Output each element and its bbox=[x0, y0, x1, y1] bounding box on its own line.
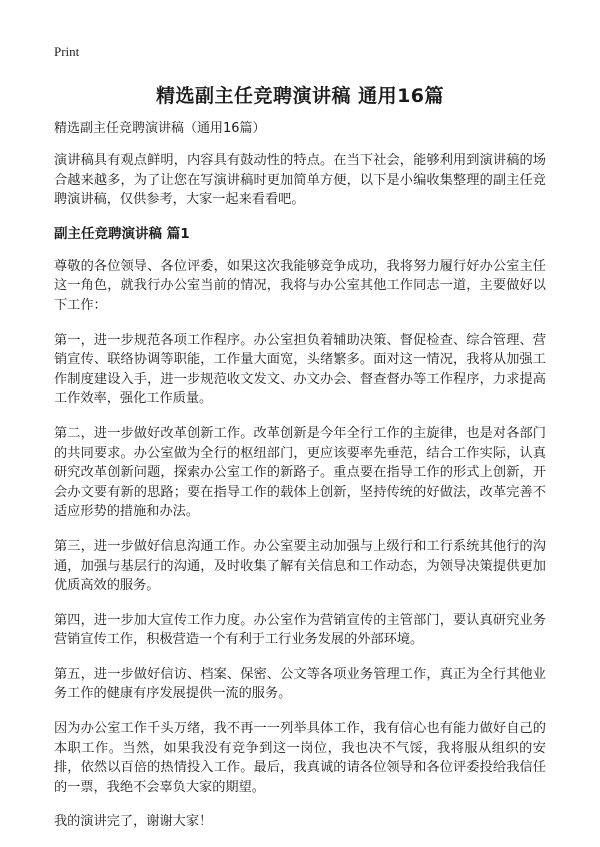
page-title: 精选副主任竞聘演讲稿 通用16篇 bbox=[155, 85, 445, 107]
section-heading: 副主任竞聘演讲稿 篇1 bbox=[54, 225, 190, 242]
closing-paragraph: 我的演讲完了，谢谢大家！ bbox=[54, 814, 213, 830]
paragraph: 第一，进一步规范各项工作程序。办公室担负着辅助决策、督促检查、综合管理、营销宣传、联络协调等职能，工作量大面宽，头绪繁多。面对这一情况，我将从加强工作制度建设入手，进一步规范收文发文、办文办会、督查督办等工作程序，力求提高工作效率，强化工作质量。 bbox=[54, 332, 546, 407]
paragraph: 第二，进一步做好改革创新工作。改革创新是今年全行工作的主旋律，也是对各部门的共同要求。办公室做为全行的枢纽部门，更应该要率先垂范，结合工作实际，认真研究改革创新问题，探索办公室工作的新路子。重点要在指导工作的形式上创新，开会办文要有新的思路；要在指导工作的载体上创新，坚持传统的好做法，改革完善不适应形势的措施和办法。 bbox=[54, 425, 546, 520]
intro-paragraph: 演讲稿具有观点鲜明，内容具有鼓动性的特点。在当下社会，能够利用到演讲稿的场合越来越多，为了让您在写演讲稿时更加简单方便，以下是小编收集整理的副主任竞聘演讲稿，仅供参考，大家一起来看看吧。 bbox=[54, 153, 546, 208]
paragraph: 因为办公室工作千头万绪，我不再一一列举具体工作，我有信心也有能力做好自己的本职工作。当然，如果我没有竞争到这一岗位，我也决不气馁，我将服从组织的安排，依然以百倍的热情投入工作。最后，我真诚的请各位领导和各位评委投给我信任的一票，我绝不会辜负大家的期望。 bbox=[54, 721, 546, 795]
paragraph: 第五，进一步做好信访、档案、保密、公文等各项业务管理工作，真正为全行其他业务工作的健康有序发展提供一流的服务。 bbox=[54, 666, 546, 702]
document-body bbox=[54, 120, 546, 847]
print-link[interactable]: Print bbox=[54, 44, 80, 59]
paragraph: 第三，进一步做好信息沟通工作。办公室要主动加强与上级行和工行系统其他行的沟通，加强与基层行的沟通，及时收集了解有关信息和工作动态，为领导决策提供更加优质高效的服务。 bbox=[54, 538, 546, 594]
paragraph: 第四，进一步加大宣传工作力度。办公室作为营销宣传的主管部门，要认真研究业务营销宣传工作，积极营造一个有利于工行业务发展的外部环境。 bbox=[54, 612, 546, 648]
document-subtitle: 精选副主任竞聘演讲稿（通用16篇） bbox=[54, 121, 266, 136]
paragraph: 尊敬的各位领导、各位评委，如果这次我能够竞争成功，我将努力履行好办公室主任这一角色，就我行办公室当前的情况，我将与办公室其他工作同志一道，主要做好以下工作： bbox=[54, 258, 546, 313]
